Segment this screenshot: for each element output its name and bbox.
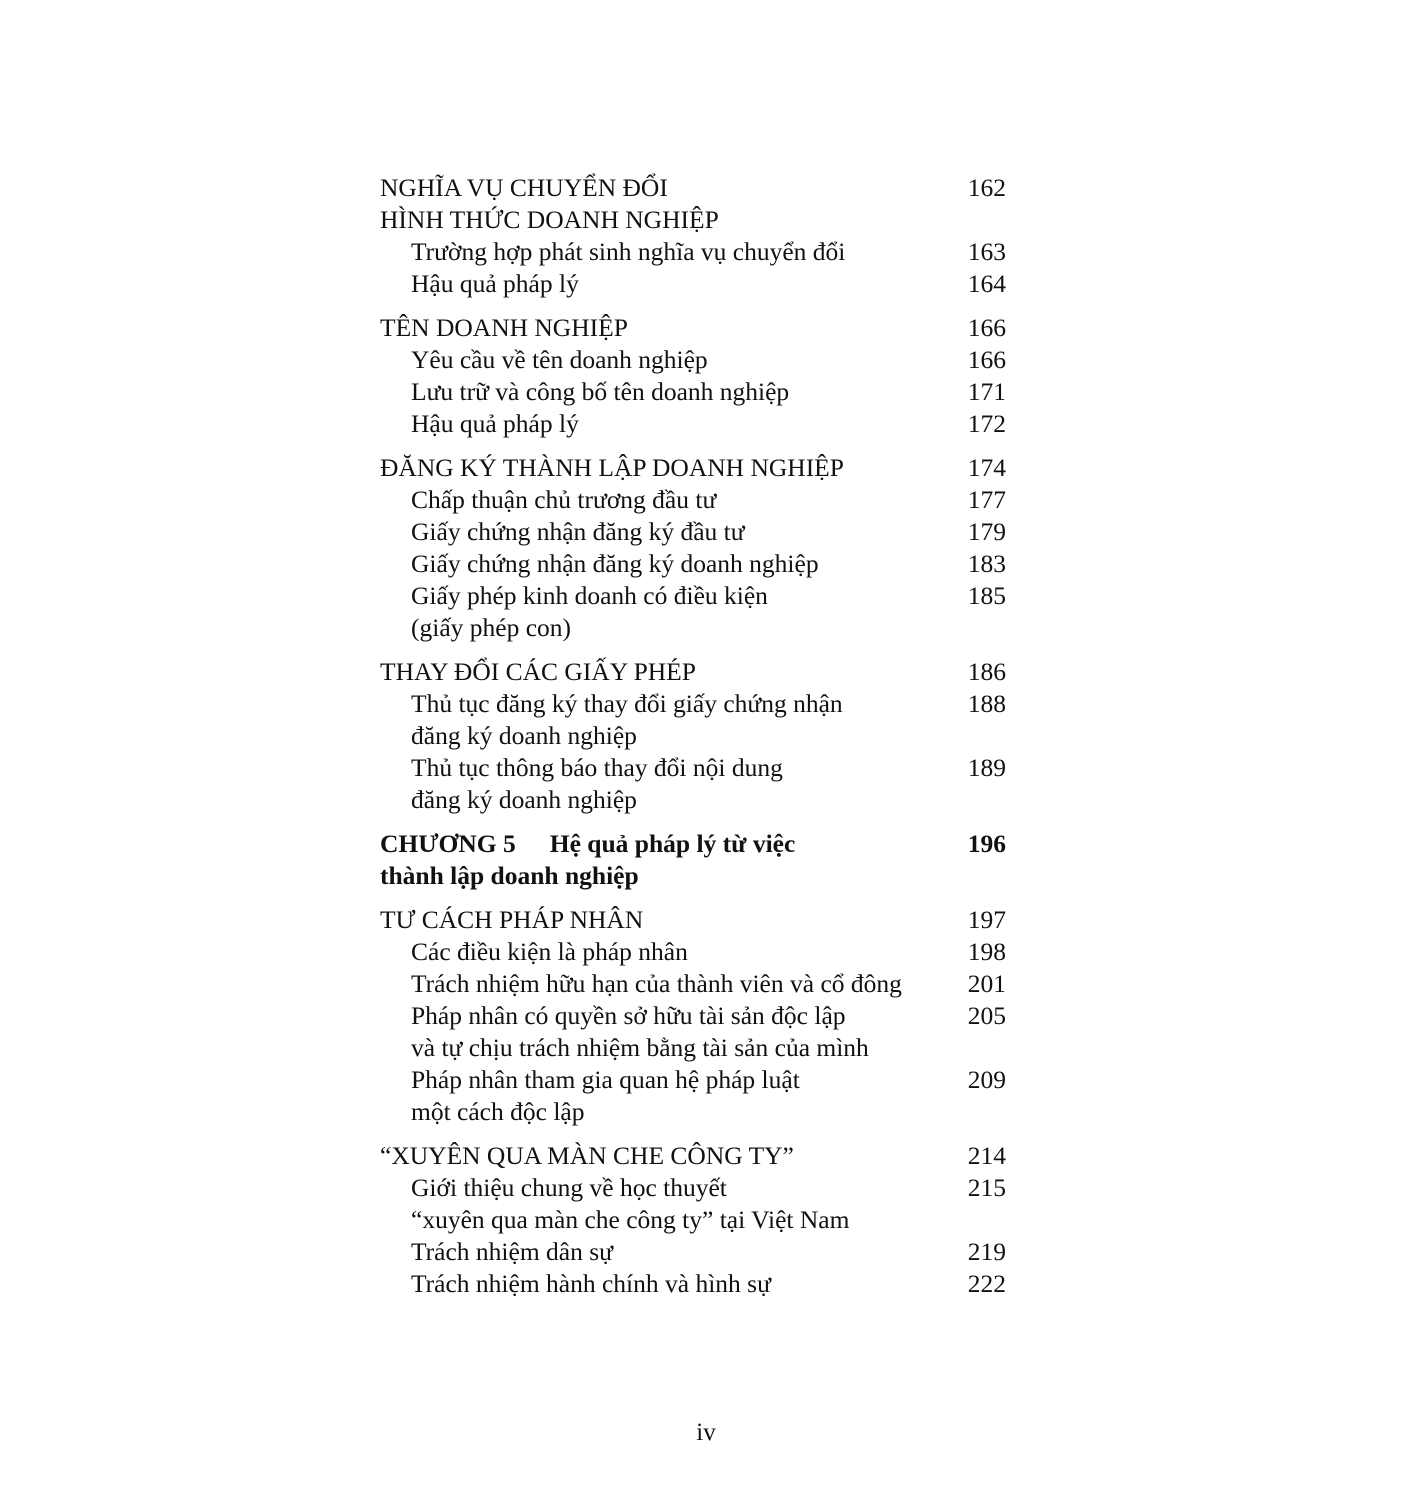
toc-entry-text: Trách nhiệm hành chính và hình sự — [411, 1269, 771, 1298]
chapter-heading[interactable] — [380, 828, 1010, 892]
toc-entry[interactable] — [380, 548, 1010, 580]
toc-entry[interactable] — [380, 1064, 1010, 1128]
toc-heading[interactable] — [380, 452, 1010, 484]
toc-section — [380, 1140, 1010, 1300]
chapter-title: thành lập doanh nghiệp — [380, 861, 639, 890]
toc-page-number: 166 — [967, 313, 1006, 342]
toc-page-number: 189 — [967, 753, 1006, 782]
toc-page-number: 215 — [967, 1173, 1006, 1202]
toc-heading[interactable] — [380, 656, 1010, 688]
toc-section — [380, 904, 1010, 1128]
toc-section — [380, 172, 1010, 300]
toc-page-number: 162 — [967, 173, 1006, 202]
toc-entry[interactable] — [380, 580, 1010, 644]
toc-entry-text: “xuyên qua màn che công ty” tại Việt Nam — [411, 1205, 850, 1234]
toc-page-number: 171 — [967, 377, 1006, 406]
toc-heading-text: ĐĂNG KÝ THÀNH LẬP DOANH NGHIỆP — [380, 453, 844, 482]
toc-section — [380, 452, 1010, 644]
toc-entry-text: Lưu trữ và công bố tên doanh nghiệp — [411, 377, 790, 406]
toc-page-number: 205 — [967, 1001, 1006, 1030]
toc-heading-text: NGHĨA VỤ CHUYỂN ĐỔI — [380, 173, 668, 202]
toc-section — [380, 656, 1010, 816]
chapter-section — [380, 828, 1010, 892]
toc-heading[interactable] — [380, 904, 1010, 936]
toc-heading-text: THAY ĐỔI CÁC GIẤY PHÉP — [380, 657, 696, 686]
toc-entry-text: Pháp nhân tham gia quan hệ pháp luật — [411, 1065, 800, 1094]
toc-page-number: 198 — [967, 937, 1006, 966]
toc-page-number: 177 — [967, 485, 1006, 514]
toc-page-number: 219 — [967, 1237, 1006, 1266]
toc-entry-text: Trường hợp phát sinh nghĩa vụ chuyển đổi — [411, 237, 846, 266]
toc-heading-text: TÊN DOANH NGHIỆP — [380, 313, 628, 342]
toc-entry-text: Giấy chứng nhận đăng ký đầu tư — [411, 517, 745, 546]
toc-heading[interactable] — [380, 172, 1010, 236]
toc-entry[interactable] — [380, 936, 1010, 968]
toc-entry-text: (giấy phép con) — [411, 613, 572, 642]
toc-heading[interactable] — [380, 1140, 1010, 1172]
toc-page-number: 185 — [967, 581, 1006, 610]
toc-page-number: 214 — [967, 1141, 1006, 1170]
toc-page-number: 179 — [967, 517, 1006, 546]
toc-entry-text: Giấy chứng nhận đăng ký doanh nghiệp — [411, 549, 819, 578]
toc-entry[interactable] — [380, 268, 1010, 300]
toc-entry-text: đăng ký doanh nghiệp — [411, 785, 637, 814]
toc-entry[interactable] — [380, 1000, 1010, 1064]
toc-entry-text: một cách độc lập — [411, 1097, 585, 1126]
toc-entry[interactable] — [380, 1236, 1010, 1268]
toc-entry-text: đăng ký doanh nghiệp — [411, 721, 637, 750]
toc-entry[interactable] — [380, 1172, 1010, 1236]
toc-entry-text: Hậu quả pháp lý — [411, 269, 579, 298]
chapter-label: CHƯƠNG 5 — [380, 829, 516, 858]
toc-entry-text: Pháp nhân có quyền sở hữu tài sản độc lập — [411, 1001, 846, 1030]
page-number-footer: iv — [696, 1419, 716, 1446]
toc-page-number: 222 — [967, 1269, 1006, 1298]
toc-entry[interactable] — [380, 516, 1010, 548]
toc-page-number: 174 — [967, 453, 1006, 482]
toc-page-number: 209 — [967, 1065, 1006, 1094]
toc-page-number: 197 — [967, 905, 1006, 934]
toc-entry[interactable] — [380, 236, 1010, 268]
toc-entry-text: Giới thiệu chung về học thuyết — [411, 1173, 727, 1202]
toc-page-number: 183 — [967, 549, 1006, 578]
toc-entry-text: Hậu quả pháp lý — [411, 409, 579, 438]
toc-section — [380, 312, 1010, 440]
toc-page-number: 164 — [967, 269, 1006, 298]
toc-heading[interactable] — [380, 312, 1010, 344]
toc-page-number: 166 — [967, 345, 1006, 374]
toc-entry[interactable] — [380, 408, 1010, 440]
toc-entry-text: Giấy phép kinh doanh có điều kiện — [411, 581, 768, 610]
toc-page-number: 163 — [967, 237, 1006, 266]
toc-heading-text: HÌNH THỨC DOANH NGHIỆP — [380, 205, 719, 234]
toc-entry-text: Yêu cầu về tên doanh nghiệp — [411, 345, 708, 374]
toc-entry-text: Thủ tục đăng ký thay đổi giấy chứng nhận — [411, 689, 843, 718]
toc-entry[interactable] — [380, 688, 1010, 752]
toc-entry[interactable] — [380, 344, 1010, 376]
toc-entry[interactable] — [380, 1268, 1010, 1300]
chapter-page-number: 196 — [967, 829, 1006, 858]
toc-page-number: 172 — [967, 409, 1006, 438]
toc-entry-text: Trách nhiệm hữu hạn của thành viên và cổ đông — [411, 969, 902, 998]
chapter-title: Hệ quả pháp lý từ việc — [549, 829, 796, 858]
toc-entry-text: Các điều kiện là pháp nhân — [411, 937, 688, 966]
toc-heading-text: TƯ CÁCH PHÁP NHÂN — [380, 905, 644, 934]
toc-heading-text: “XUYÊN QUA MÀN CHE CÔNG TY” — [380, 1141, 794, 1170]
toc-entry-text: Thủ tục thông báo thay đổi nội dung — [411, 753, 783, 782]
toc-entry[interactable] — [380, 484, 1010, 516]
toc-page-number: 201 — [967, 969, 1006, 998]
toc-entry[interactable] — [380, 968, 1010, 1000]
toc-page-number: 186 — [967, 657, 1006, 686]
toc-page-number: 188 — [967, 689, 1006, 718]
toc-entry-text: Chấp thuận chủ trương đầu tư — [411, 485, 717, 514]
toc-entry-text: và tự chịu trách nhiệm bằng tài sản của mình — [411, 1033, 869, 1062]
table-of-contents — [380, 172, 1010, 1312]
toc-entry[interactable] — [380, 752, 1010, 816]
toc-entry[interactable] — [380, 376, 1010, 408]
toc-entry-text: Trách nhiệm dân sự — [411, 1237, 613, 1266]
